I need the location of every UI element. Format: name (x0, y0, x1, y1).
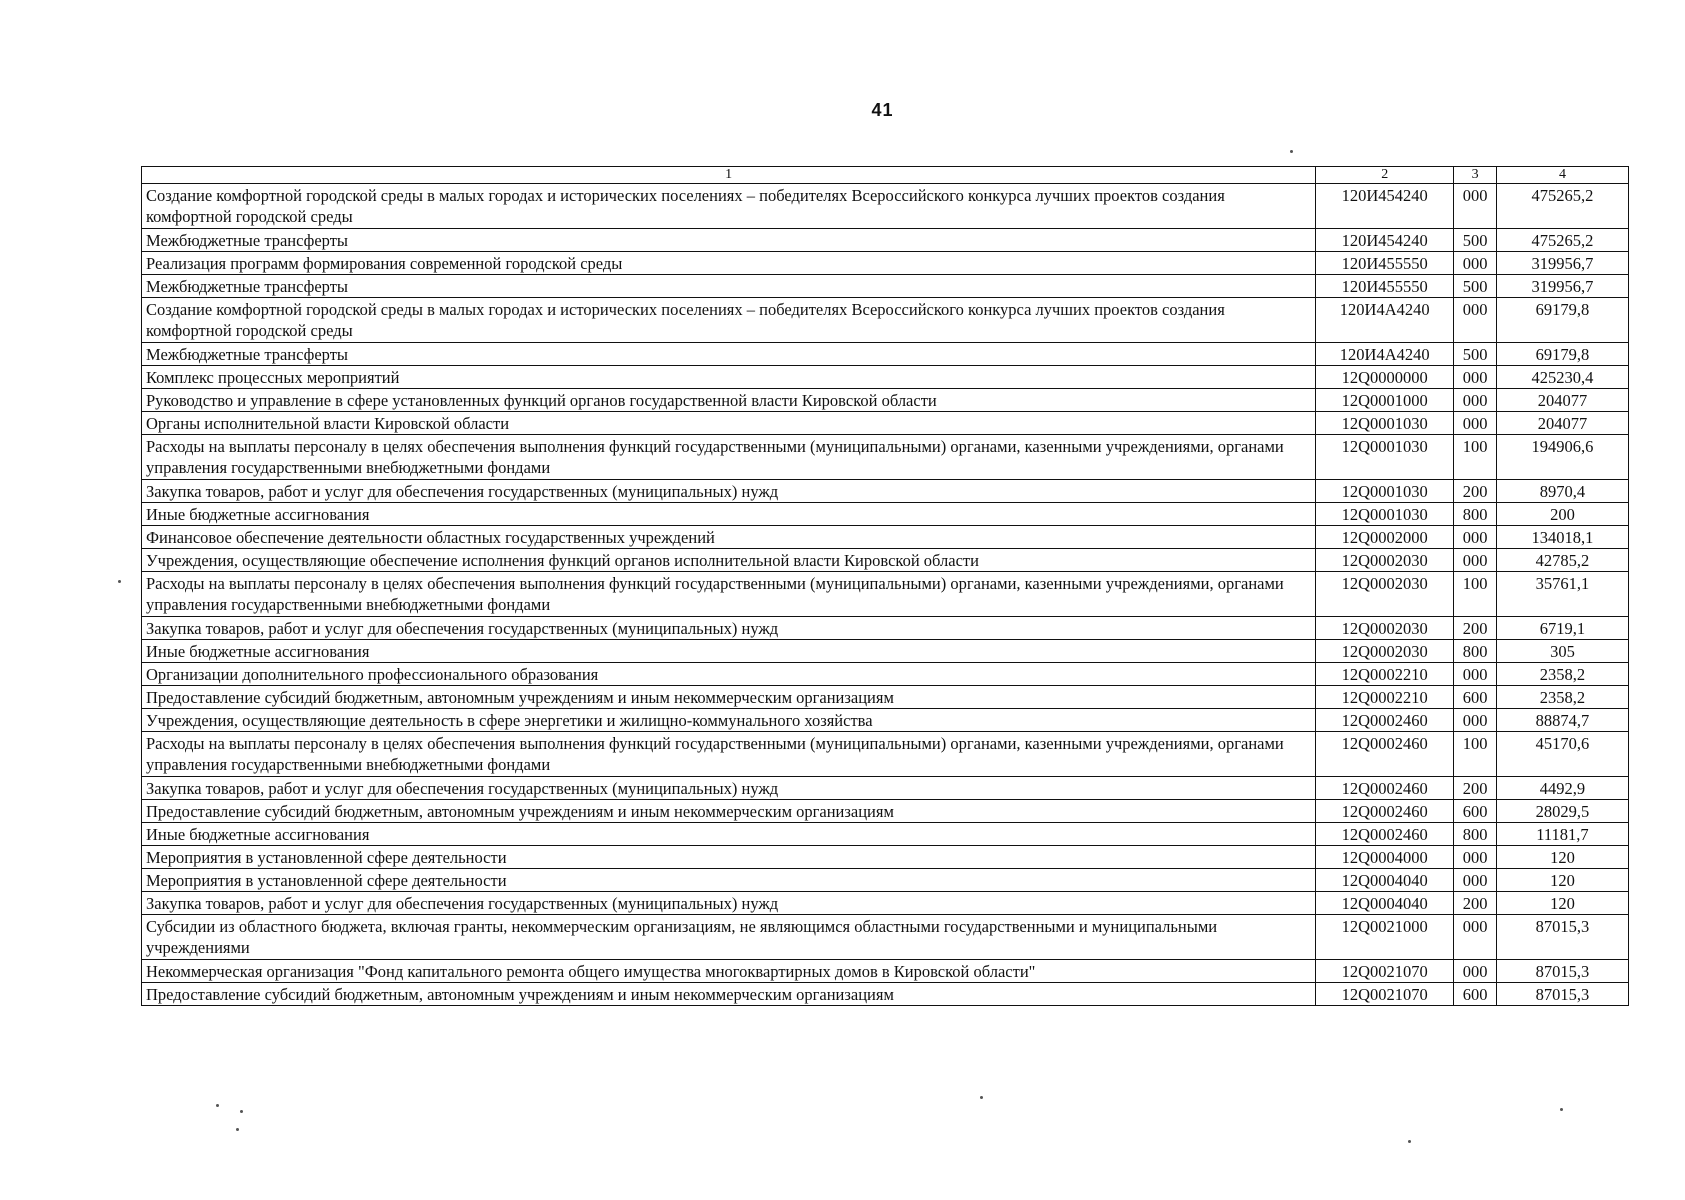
cell-code: 12Q0002030 (1316, 549, 1454, 572)
cell-code: 12Q0001030 (1316, 480, 1454, 503)
header-col-code: 2 (1316, 167, 1454, 184)
table-row (142, 960, 1629, 983)
header-col-name: 1 (142, 167, 1316, 184)
table-row (142, 663, 1629, 686)
cell-code: 12Q0002460 (1316, 709, 1454, 732)
cell-type: 200 (1454, 480, 1497, 503)
cell-sum: 2358,2 (1496, 686, 1628, 709)
table-row (142, 800, 1629, 823)
cell-name: Создание комфортной городской среды в малых городах и исторических поселениях – победителях Всероссийского конкурса лучших проектов создания комфортной городской среды (142, 298, 1316, 343)
cell-sum: 204077 (1496, 389, 1628, 412)
cell-type: 000 (1454, 184, 1497, 229)
cell-name: Межбюджетные трансферты (142, 229, 1316, 252)
cell-sum: 200 (1496, 503, 1628, 526)
cell-type: 600 (1454, 686, 1497, 709)
cell-type: 200 (1454, 777, 1497, 800)
cell-type: 000 (1454, 298, 1497, 343)
cell-sum: 11181,7 (1496, 823, 1628, 846)
cell-sum: 4492,9 (1496, 777, 1628, 800)
cell-type: 000 (1454, 846, 1497, 869)
table-row (142, 389, 1629, 412)
cell-name: Закупка товаров, работ и услуг для обеспечения государственных (муниципальных) нужд (142, 777, 1316, 800)
cell-name: Закупка товаров, работ и услуг для обеспечения государственных (муниципальных) нужд (142, 892, 1316, 915)
cell-sum: 69179,8 (1496, 298, 1628, 343)
cell-sum: 88874,7 (1496, 709, 1628, 732)
cell-name: Некоммерческая организация "Фонд капитального ремонта общего имущества многоквартирных домов в Кировской области" (142, 960, 1316, 983)
scan-speck (236, 1128, 239, 1131)
cell-code: 12Q0002030 (1316, 572, 1454, 617)
cell-name: Закупка товаров, работ и услуг для обеспечения государственных (муниципальных) нужд (142, 480, 1316, 503)
table-row (142, 503, 1629, 526)
cell-sum: 69179,8 (1496, 343, 1628, 366)
cell-name: Органы исполнительной власти Кировской области (142, 412, 1316, 435)
cell-name: Межбюджетные трансферты (142, 275, 1316, 298)
scan-speck (1290, 150, 1293, 153)
cell-type: 800 (1454, 823, 1497, 846)
cell-type: 000 (1454, 663, 1497, 686)
cell-name: Предоставление субсидий бюджетным, автономным учреждениям и иным некоммерческим организациям (142, 686, 1316, 709)
cell-name: Комплекс процессных мероприятий (142, 366, 1316, 389)
cell-type: 000 (1454, 915, 1497, 960)
cell-sum: 305 (1496, 640, 1628, 663)
cell-sum: 87015,3 (1496, 960, 1628, 983)
cell-type: 600 (1454, 800, 1497, 823)
cell-name: Организации дополнительного профессионального образования (142, 663, 1316, 686)
cell-code: 12Q0002000 (1316, 526, 1454, 549)
scan-speck (1560, 1108, 1563, 1111)
cell-name: Финансовое обеспечение деятельности областных государственных учреждений (142, 526, 1316, 549)
table-row (142, 366, 1629, 389)
scan-speck (240, 1110, 243, 1113)
cell-sum: 475265,2 (1496, 184, 1628, 229)
cell-name: Мероприятия в установленной сфере деятельности (142, 846, 1316, 869)
cell-sum: 319956,7 (1496, 252, 1628, 275)
cell-code: 12Q0002460 (1316, 732, 1454, 777)
cell-type: 000 (1454, 869, 1497, 892)
table-row (142, 229, 1629, 252)
scan-speck (1408, 1140, 1411, 1143)
cell-code: 12Q0002030 (1316, 617, 1454, 640)
cell-code: 12Q0021070 (1316, 983, 1454, 1006)
cell-code: 12Q0004000 (1316, 846, 1454, 869)
table-row (142, 184, 1629, 229)
table-row (142, 343, 1629, 366)
cell-name: Закупка товаров, работ и услуг для обеспечения государственных (муниципальных) нужд (142, 617, 1316, 640)
cell-sum: 425230,4 (1496, 366, 1628, 389)
table-row (142, 412, 1629, 435)
cell-name: Учреждения, осуществляющие деятельность в сфере энергетики и жилищно-коммунального хозяйства (142, 709, 1316, 732)
cell-type: 000 (1454, 366, 1497, 389)
cell-type: 500 (1454, 275, 1497, 298)
cell-type: 800 (1454, 503, 1497, 526)
cell-sum: 120 (1496, 846, 1628, 869)
cell-sum: 87015,3 (1496, 915, 1628, 960)
table-row (142, 526, 1629, 549)
cell-name: Учреждения, осуществляющие обеспечение исполнения функций органов исполнительной власти Кировской области (142, 549, 1316, 572)
cell-code: 12Q0000000 (1316, 366, 1454, 389)
table-row (142, 915, 1629, 960)
cell-code: 12Q0001030 (1316, 412, 1454, 435)
cell-type: 000 (1454, 549, 1497, 572)
cell-code: 120И4А4240 (1316, 343, 1454, 366)
cell-type: 000 (1454, 709, 1497, 732)
cell-name: Предоставление субсидий бюджетным, автономным учреждениям и иным некоммерческим организациям (142, 800, 1316, 823)
table-row (142, 892, 1629, 915)
cell-name: Мероприятия в установленной сфере деятельности (142, 869, 1316, 892)
table-row (142, 549, 1629, 572)
table-row (142, 435, 1629, 480)
cell-sum: 28029,5 (1496, 800, 1628, 823)
cell-type: 100 (1454, 572, 1497, 617)
cell-name: Руководство и управление в сфере установленных функций органов государственной власти Кировской области (142, 389, 1316, 412)
table-row (142, 252, 1629, 275)
table-row (142, 640, 1629, 663)
cell-type: 200 (1454, 617, 1497, 640)
cell-sum: 120 (1496, 869, 1628, 892)
cell-sum: 87015,3 (1496, 983, 1628, 1006)
cell-sum: 45170,6 (1496, 732, 1628, 777)
table-row (142, 617, 1629, 640)
cell-sum: 8970,4 (1496, 480, 1628, 503)
table-row (142, 983, 1629, 1006)
cell-code: 12Q0002460 (1316, 823, 1454, 846)
table-row (142, 777, 1629, 800)
cell-type: 500 (1454, 229, 1497, 252)
scan-speck (118, 580, 121, 583)
cell-code: 12Q0002460 (1316, 800, 1454, 823)
cell-sum: 6719,1 (1496, 617, 1628, 640)
cell-code: 12Q0002210 (1316, 663, 1454, 686)
cell-code: 12Q0001030 (1316, 503, 1454, 526)
table-header (142, 167, 1629, 184)
cell-name: Расходы на выплаты персоналу в целях обеспечения выполнения функций государственными (муниципальными) органами, казенными учреждениями, органами управления государственными внебюджетными фондами (142, 435, 1316, 480)
table-row (142, 709, 1629, 732)
cell-code: 12Q0001030 (1316, 435, 1454, 480)
cell-sum: 204077 (1496, 412, 1628, 435)
cell-name: Субсидии из областного бюджета, включая гранты, некоммерческим организациям, не являющимся областными государственными и муниципальными учреждениями (142, 915, 1316, 960)
cell-type: 000 (1454, 526, 1497, 549)
cell-type: 000 (1454, 389, 1497, 412)
cell-sum: 42785,2 (1496, 549, 1628, 572)
table-row (142, 275, 1629, 298)
cell-code: 12Q0004040 (1316, 892, 1454, 915)
cell-name: Расходы на выплаты персоналу в целях обеспечения выполнения функций государственными (муниципальными) органами, казенными учреждениями, органами управления государственными внебюджетными фондами (142, 732, 1316, 777)
cell-name: Предоставление субсидий бюджетным, автономным учреждениям и иным некоммерческим организациям (142, 983, 1316, 1006)
cell-code: 12Q0021000 (1316, 915, 1454, 960)
table-body (142, 184, 1629, 1006)
header-col-type: 3 (1454, 167, 1497, 184)
cell-code: 120И454240 (1316, 229, 1454, 252)
table-row (142, 732, 1629, 777)
cell-name: Создание комфортной городской среды в малых городах и исторических поселениях – победителях Всероссийского конкурса лучших проектов создания комфортной городской среды (142, 184, 1316, 229)
cell-code: 12Q0002460 (1316, 777, 1454, 800)
cell-type: 000 (1454, 252, 1497, 275)
cell-sum: 35761,1 (1496, 572, 1628, 617)
cell-type: 800 (1454, 640, 1497, 663)
cell-name: Межбюджетные трансферты (142, 343, 1316, 366)
cell-code: 12Q0002210 (1316, 686, 1454, 709)
cell-code: 120И455550 (1316, 275, 1454, 298)
table-row (142, 572, 1629, 617)
table-row (142, 480, 1629, 503)
cell-sum: 134018,1 (1496, 526, 1628, 549)
scan-speck (216, 1104, 219, 1107)
cell-name: Реализация программ формирования современной городской среды (142, 252, 1316, 275)
cell-type: 200 (1454, 892, 1497, 915)
cell-name: Иные бюджетные ассигнования (142, 640, 1316, 663)
cell-type: 100 (1454, 435, 1497, 480)
table-row (142, 686, 1629, 709)
cell-code: 12Q0002030 (1316, 640, 1454, 663)
cell-code: 120И4А4240 (1316, 298, 1454, 343)
cell-name: Иные бюджетные ассигнования (142, 823, 1316, 846)
cell-sum: 194906,6 (1496, 435, 1628, 480)
cell-type: 600 (1454, 983, 1497, 1006)
cell-sum: 475265,2 (1496, 229, 1628, 252)
table-row (142, 846, 1629, 869)
page-number: 41 (871, 100, 894, 120)
budget-table (141, 166, 1629, 1006)
cell-code: 12Q0001000 (1316, 389, 1454, 412)
cell-code: 12Q0004040 (1316, 869, 1454, 892)
table-row (142, 823, 1629, 846)
cell-code: 12Q0021070 (1316, 960, 1454, 983)
scan-speck (980, 1096, 983, 1099)
cell-sum: 2358,2 (1496, 663, 1628, 686)
cell-name: Расходы на выплаты персоналу в целях обеспечения выполнения функций государственными (муниципальными) органами, казенными учреждениями, органами управления государственными внебюджетными фондами (142, 572, 1316, 617)
table-row (142, 298, 1629, 343)
cell-sum: 319956,7 (1496, 275, 1628, 298)
table-row (142, 869, 1629, 892)
cell-type: 100 (1454, 732, 1497, 777)
header-col-sum: 4 (1496, 167, 1628, 184)
cell-type: 000 (1454, 960, 1497, 983)
cell-sum: 120 (1496, 892, 1628, 915)
cell-code: 120И455550 (1316, 252, 1454, 275)
cell-type: 500 (1454, 343, 1497, 366)
cell-name: Иные бюджетные ассигнования (142, 503, 1316, 526)
cell-code: 120И454240 (1316, 184, 1454, 229)
cell-type: 000 (1454, 412, 1497, 435)
header-row (142, 167, 1629, 184)
